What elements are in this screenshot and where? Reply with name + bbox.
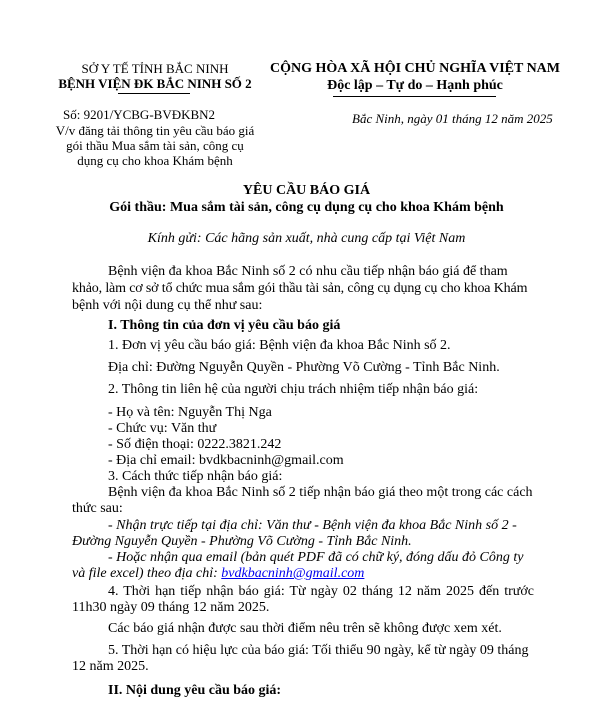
deadline-line-2: 11h30 ngày 09 tháng 12 năm 2025. [72, 600, 270, 615]
receiving-method-line-1: Bệnh viện đa khoa Bắc Ninh số 2 tiếp nhận báo giá theo một trong các cách [108, 485, 533, 500]
hospital-name: BỆNH VIỆN ĐK BẮC NINH SỐ 2 [58, 76, 252, 91]
document-subject-line-1: V/v đăng tải thông tin yêu cầu báo giá [55, 123, 255, 138]
document-subtitle: Gói thầu: Mua sắm tài sản, công cụ dụng cụ cho khoa Khám bệnh [109, 200, 504, 215]
document-title: YÊU CẦU BÁO GIÁ [242, 183, 371, 198]
intro-line-1: Bệnh viện đa khoa Bắc Ninh số 2 có nhu cầu tiếp nhận báo giá để tham [108, 264, 508, 279]
late-submission-note: Các báo giá nhận được sau thời điểm nêu trên sẽ không được xem xét. [108, 621, 502, 636]
document-subject-line-3: dụng cụ cho khoa Khám bệnh [77, 153, 233, 168]
email-delivery-text: và file excel) theo địa chỉ: [72, 566, 222, 581]
email-delivery-line-2 [72, 566, 364, 582]
hospital-name-underline [118, 93, 190, 94]
email-delivery-line-1: - Hoặc nhận qua email (bản quét PDF đã có chữ ký, đóng dấu đỏ Công ty [108, 550, 524, 565]
validity-line-2: 12 năm 2025. [72, 659, 149, 674]
section-2-heading: II. Nội dung yêu cầu báo giá: [108, 683, 282, 698]
receiving-method-line-2: thức sau: [72, 501, 123, 516]
contact-position: - Chức vụ: Văn thư [108, 421, 217, 436]
contact-info-heading: 2. Thông tin liên hệ của người chịu trách nhiệm tiếp nhận báo giá: [108, 382, 479, 397]
salutation: Kính gửi: Các hãng sản xuất, nhà cung cấp tại Việt Nam [147, 231, 466, 246]
contact-name: - Họ và tên: Nguyễn Thị Nga [108, 405, 272, 420]
section-1-heading: I. Thông tin của đơn vị yêu cầu báo giá [108, 318, 341, 333]
validity-line-1: 5. Thời hạn có hiệu lực của báo giá: Tối thiểu 90 ngày, kể từ ngày 09 tháng [108, 643, 529, 658]
intro-line-2: khảo, làm cơ sở tổ chức mua sắm gói thầu tài sản, công cụ dụng cụ cho khoa Khám [72, 281, 528, 296]
place-and-date: Bắc Ninh, ngày 01 tháng 12 năm 2025 [352, 111, 553, 126]
document-subject-line-2: gói thầu Mua sắm tài sản, công cụ [66, 138, 244, 153]
requesting-unit: 1. Đơn vị yêu cầu báo giá: Bệnh viện đa khoa Bắc Ninh số 2. [108, 338, 451, 353]
document-number: Số: 9201/YCBG-BVĐKBN2 [63, 107, 216, 122]
nation-motto: Độc lập – Tự do – Hạnh phúc [327, 78, 503, 93]
nation-title: CỘNG HÒA XÃ HỘI CHỦ NGHĨA VIỆT NAM [269, 61, 560, 76]
contact-phone: - Số điện thoại: 0222.3821.242 [108, 437, 282, 452]
direct-delivery-line-2: Đường Nguyễn Quyền - Phường Võ Cường - Tỉnh Bắc Ninh. [72, 534, 412, 549]
department-name: SỞ Y TẾ TỈNH BẮC NINH [81, 61, 229, 76]
deadline-line-1: 4. Thời hạn tiếp nhận báo giá: Từ ngày 02 tháng 12 năm 2025 đến trước [108, 584, 534, 599]
unit-address: Địa chỉ: Đường Nguyễn Quyền - Phường Võ Cường - Tỉnh Bắc Ninh. [108, 360, 500, 375]
nation-motto-underline [333, 96, 496, 97]
intro-line-3: bệnh với nội dung cụ thể như sau: [72, 298, 263, 313]
receiving-method-heading: 3. Cách thức tiếp nhận báo giá: [108, 469, 283, 484]
direct-delivery-line-1: - Nhận trực tiếp tại địa chỉ: Văn thư - Bệnh viện đa khoa Bắc Ninh số 2 - [108, 518, 517, 533]
email-link[interactable]: bvdkbacninh@gmail.com [221, 566, 365, 581]
contact-email: - Địa chỉ email: bvdkbacninh@gmail.com [108, 453, 344, 468]
